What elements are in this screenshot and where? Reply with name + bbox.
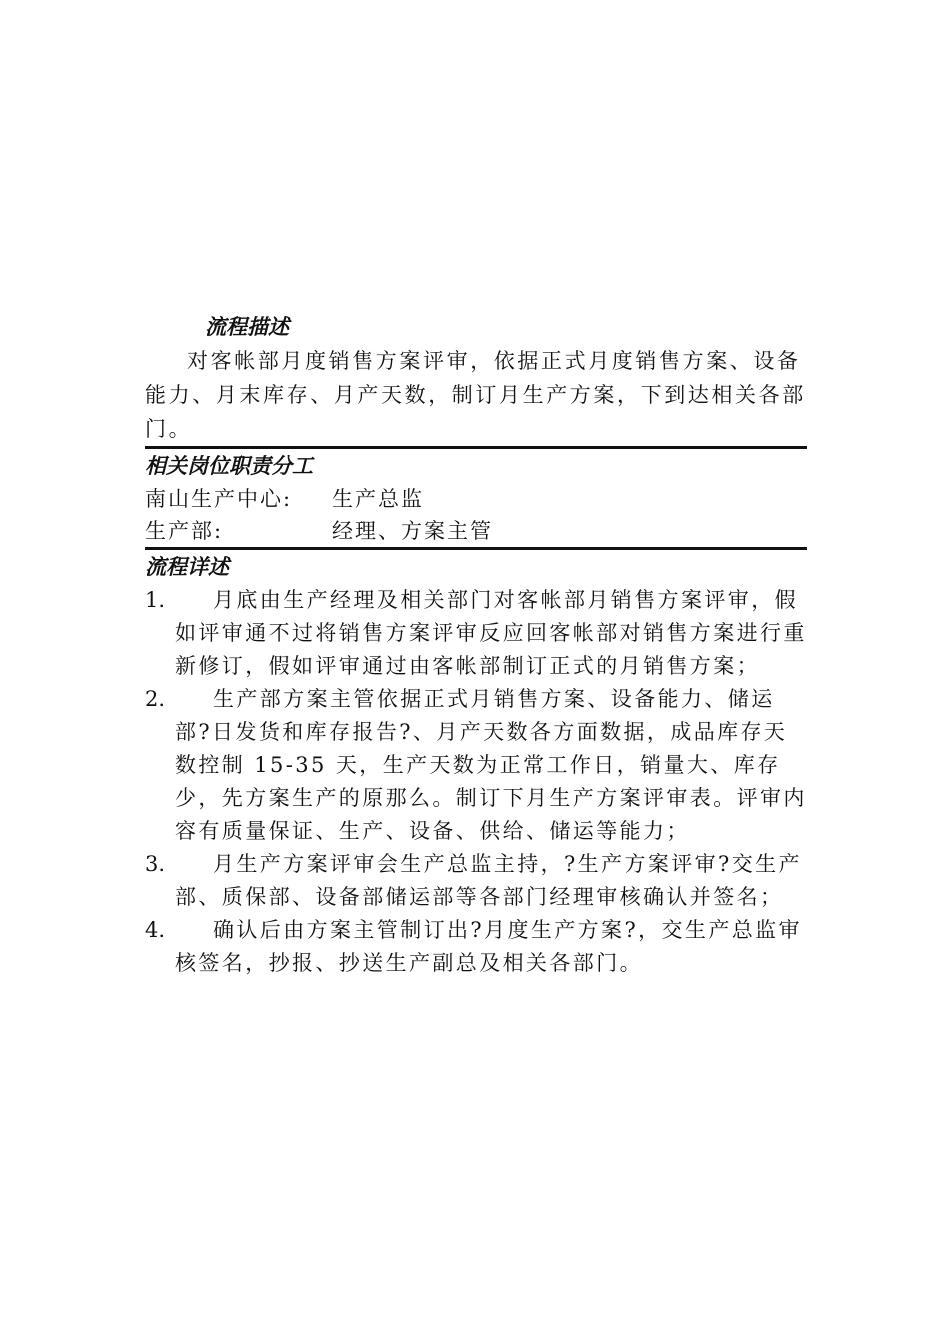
- process-details-heading: 流程详述: [145, 554, 229, 579]
- step-number: 3.: [145, 852, 166, 876]
- process-step: [145, 584, 807, 683]
- process-description-heading: 流程描述: [205, 314, 289, 339]
- step-number: 2.: [145, 687, 166, 711]
- process-step: [145, 683, 807, 848]
- step-text: 确认后由方案主管制订出?月度生产方案?，交生产总监审核签名，抄报、抄送生产副总及相关各部门。: [175, 918, 802, 975]
- responsibilities-heading: 相关岗位职责分工: [145, 453, 313, 478]
- duty-department: 南山生产中心:: [145, 487, 293, 511]
- duty-department: 生产部:: [145, 519, 224, 543]
- step-text: 生产部方案主管依据正式月销售方案、设备能力、储运部?日发货和库存报告?、月产天数各方面数据，成品库存天数控制 15-35 天，生产天数为正常工作日，销量大、库存少，先方案生产的原那么。制订下月生产方案评审表。评审内容有质量保证、生产、设备、供给、储运等能力；: [175, 687, 807, 843]
- process-description-text: 对客帐部月度销售方案评审，依据正式月度销售方案、设备能力、月末库存、月产天数，制订月生产方案，下到达相关各部门。: [145, 349, 806, 441]
- step-number: 4.: [145, 918, 166, 942]
- document-content: [145, 310, 807, 980]
- process-step: [145, 914, 807, 980]
- duty-roles: 生产总监: [332, 487, 424, 511]
- step-number: 1.: [145, 588, 166, 612]
- step-text: 月底由生产经理及相关部门对客帐部月销售方案评审，假如评审通不过将销售方案评审反应回客帐部对销售方案进行重新修订，假如评审通过由客帐部制订正式的月销售方案；: [175, 588, 807, 678]
- step-text: 月生产方案评审会生产总监主持，?生产方案评审?交生产部、质保部、设备部储运部等各部门经理审核确认并签名；: [175, 852, 802, 909]
- process-steps-list: [145, 584, 807, 980]
- duty-row: [145, 483, 807, 515]
- process-step: [145, 848, 807, 914]
- duty-row: [145, 515, 807, 547]
- duty-roles: 经理、方案主管: [332, 519, 493, 543]
